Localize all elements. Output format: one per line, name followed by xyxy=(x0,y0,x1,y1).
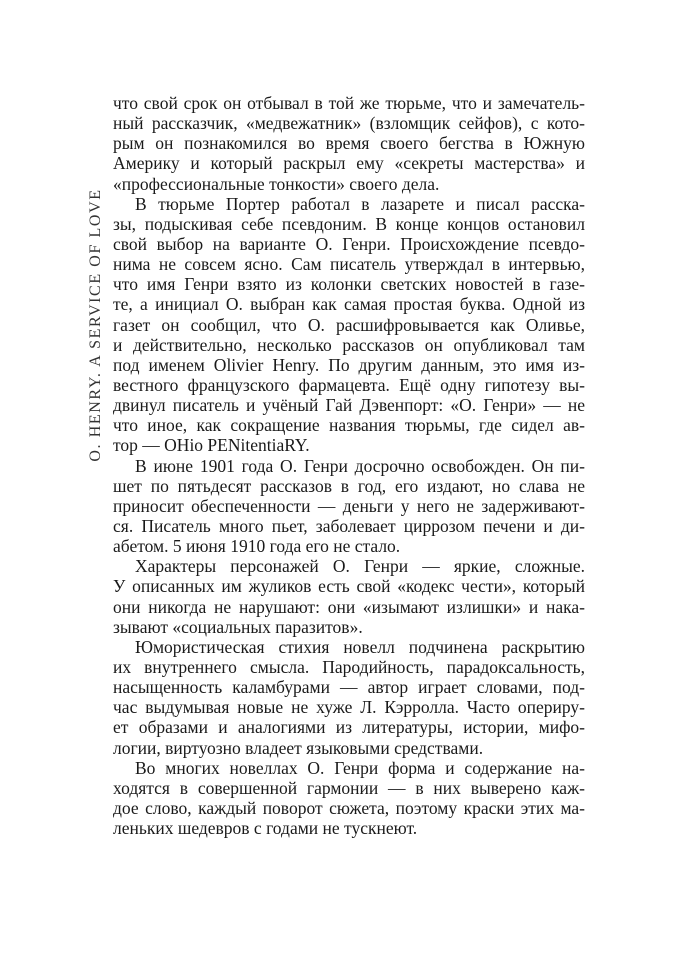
running-title: O. HENRY. A SERVICE OF LOVE xyxy=(87,188,104,462)
text-line: Юмористическая стихия новелл подчинена раскрытию xyxy=(135,636,585,657)
text-line: нима не совсем ясно. Сам писатель утверждал в интервью, xyxy=(113,254,585,275)
paragraph xyxy=(113,194,585,456)
text-line: те, а инициал О. выбран как самая простая буква. Одной из xyxy=(113,294,585,315)
text-line: ет образами и аналогиями из литературы, истории, мифо- xyxy=(113,717,585,738)
text-line: «профессиональные тонкости» своего дела. xyxy=(113,173,440,194)
text-line: вестного французского фармацевта. Ещё одну гипотезу вы- xyxy=(113,374,585,395)
text-line: Во многих новеллах О. Генри форма и содержание на- xyxy=(135,757,585,778)
text-line: ся. Писатель много пьет, заболевает циррозом печени и ди- xyxy=(113,515,585,536)
paragraph xyxy=(113,758,585,839)
text-line: и действительно, несколько рассказов он опубликовал там xyxy=(113,334,585,355)
text-line: зывают «социальных паразитов». xyxy=(113,616,363,637)
text-line: что имя Генри взято из колонки светских новостей в газе- xyxy=(113,274,585,295)
text-line: Америку и который раскрыл ему «секреты мастерства» и xyxy=(113,153,585,174)
text-line: приносит обеспеченности — деньги у него не задерживают- xyxy=(113,495,585,516)
text-line: насыщенность каламбурами — автор играет словами, под- xyxy=(113,677,585,698)
text-line: дое слово, каждый поворот сюжета, поэтому краски этих ма- xyxy=(113,797,585,818)
text-line: газет он сообщил, что О. расшифровывается как Оливье, xyxy=(113,314,585,335)
text-line: леньких шедевров с годами не тускнеют. xyxy=(113,818,418,839)
text-line: свой выбор на варианте О. Генри. Происхождение псевдо- xyxy=(113,233,585,254)
text-line: В тюрьме Портер работал в лазарете и писал расска- xyxy=(135,193,585,214)
text-line: час выдумывая новые не хуже Л. Кэрролла. Часто опериру- xyxy=(113,697,585,718)
text-line: что иное, как сокращение названия тюрьмы, где сидел ав- xyxy=(113,415,585,436)
paragraph xyxy=(113,637,585,758)
paragraph xyxy=(113,93,585,194)
text-line: шет по пятьдесят рассказов в год, его издают, но слава не xyxy=(113,475,585,496)
text-line: абетом. 5 июня 1910 года его не стало. xyxy=(113,536,401,557)
text-line: двинул писатель и учёный Гай Дэвенпорт: «О. Генри» — не xyxy=(113,395,585,416)
body-text xyxy=(113,93,585,838)
text-line: Характеры персонажей О. Генри — яркие, сложные. xyxy=(135,556,585,577)
text-line: зы, подыскивая себе псевдоним. В конце концов остановил xyxy=(113,213,585,234)
text-line: что свой срок он отбывал в той же тюрьме, что и замечатель- xyxy=(113,93,585,113)
text-line: У описанных им жуликов есть свой «кодекс чести», который xyxy=(113,576,585,597)
text-line: ходятся в совершенной гармонии — в них выверено каж- xyxy=(113,777,585,798)
text-line: В июне 1901 года О. Генри досрочно освобожден. Он пи- xyxy=(135,455,585,476)
paragraph xyxy=(113,456,585,557)
paragraph xyxy=(113,556,585,637)
text-line: рым он познакомился во время своего бегства в Южную xyxy=(113,133,585,154)
text-line: логии, виртуозно владеет языковыми средствами. xyxy=(113,737,484,758)
text-line: их внутреннего смысла. Пародийность, парадоксальность, xyxy=(113,656,585,677)
text-line: под именем Olivier Henry. По другим данным, это имя из- xyxy=(113,354,585,375)
text-line: ный рассказчик, «медвежатник» (взломщик сейфов), с кото- xyxy=(113,113,585,134)
text-line: тор — OHio PENitentiaRY. xyxy=(113,435,310,456)
text-line: они никогда не нарушают: они «изымают излишки» и нака- xyxy=(113,596,585,617)
